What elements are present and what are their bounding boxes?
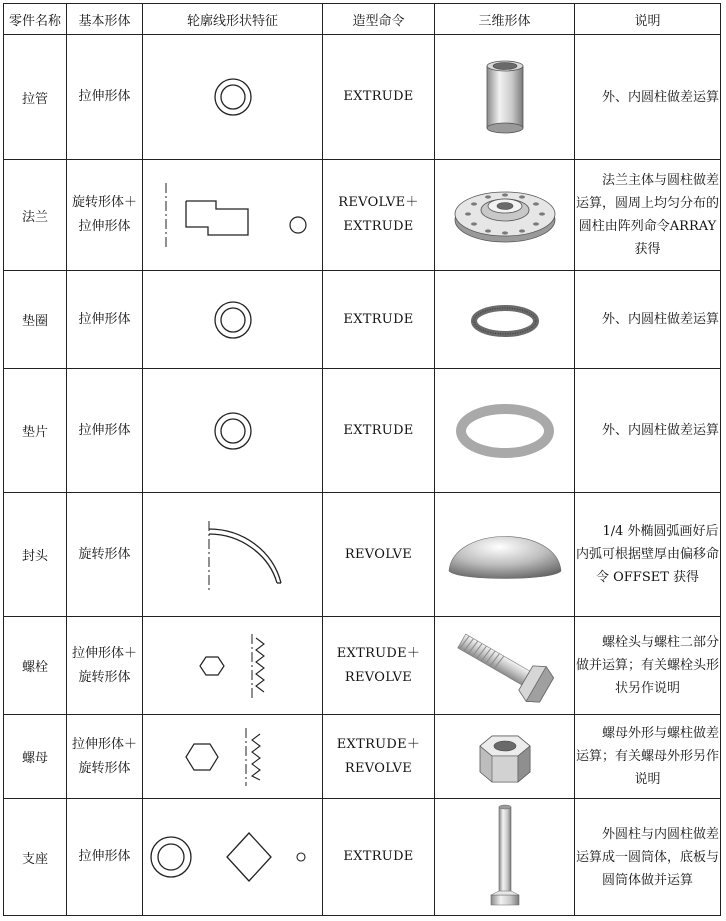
command-line: EXTRUDE — [343, 89, 414, 104]
basic-shape-line: 旋转形体 — [78, 669, 131, 685]
part-name: 垫圈 — [4, 271, 67, 369]
header-part-name: 零件名称 — [4, 4, 67, 35]
ring-profile-icon — [203, 67, 263, 127]
basic-shape — [67, 617, 143, 715]
note-text: 螺母外形与螺柱做差运算；有关螺母外形另作说明 — [575, 726, 719, 787]
3d-shape — [435, 35, 575, 160]
command — [323, 369, 435, 493]
basic-shape — [67, 271, 143, 369]
table-row — [4, 799, 721, 916]
note — [575, 617, 721, 715]
basic-shape-line: 拉伸形体 — [78, 219, 131, 234]
support-profile-icon — [145, 817, 321, 897]
note — [575, 715, 721, 799]
part-name: 拉管 — [4, 35, 67, 160]
support-3d-icon — [485, 801, 525, 913]
profile-drawing — [143, 271, 323, 369]
command — [323, 493, 435, 617]
basic-shape-line: 旋转形体 — [78, 546, 131, 562]
command-line: REVOLVE＋ — [338, 195, 419, 210]
tube-3d-icon — [465, 52, 545, 142]
command-line: EXTRUDE＋ — [336, 736, 421, 752]
basic-shape-line: 拉伸形体 — [78, 89, 131, 104]
command — [323, 35, 435, 160]
basic-shape-line: 旋转形体＋ — [71, 195, 137, 210]
3d-shape — [435, 493, 575, 617]
nut-3d-icon — [470, 722, 540, 792]
header-3d-shape: 三维形体 — [435, 4, 575, 35]
basic-shape-line: 拉伸形体 — [78, 422, 131, 438]
command-line: EXTRUDE — [343, 311, 414, 327]
header-basic-shape: 基本形体 — [67, 4, 143, 35]
head-profile-icon — [173, 515, 293, 595]
command — [323, 617, 435, 715]
3d-shape — [435, 369, 575, 493]
3d-shape — [435, 617, 575, 715]
basic-shape-line: 拉伸形体＋ — [71, 645, 137, 661]
part-name: 封头 — [4, 493, 67, 617]
dome-head-3d-icon — [443, 515, 567, 595]
table-row — [4, 715, 721, 799]
command-line: REVOLVE — [344, 760, 413, 776]
command — [323, 160, 435, 271]
command — [323, 271, 435, 369]
note-text: 外圆柱与内圆柱做差运算成一圆筒体，底板与圆筒体做并运算 — [575, 826, 719, 888]
command — [323, 715, 435, 799]
command-line: REVOLVE — [344, 669, 413, 685]
note — [575, 35, 721, 160]
3d-shape — [435, 271, 575, 369]
note-text: 外、内圆柱做差运算 — [601, 89, 719, 105]
note-text: 外、内圆柱做差运算 — [601, 312, 719, 327]
ring-profile-icon — [203, 290, 263, 350]
note — [575, 160, 721, 271]
command-line: EXTRUDE — [343, 422, 414, 438]
table-row — [4, 369, 721, 493]
parts-table — [3, 3, 721, 916]
gasket-3d-icon — [450, 401, 560, 461]
command-line: EXTRUDE — [343, 219, 414, 234]
header-command: 造型命令 — [323, 4, 435, 35]
washer-3d-icon — [460, 295, 550, 345]
note — [575, 493, 721, 617]
basic-shape — [67, 493, 143, 617]
profile-drawing — [143, 35, 323, 160]
profile-drawing — [143, 617, 323, 715]
part-name: 垫片 — [4, 369, 67, 493]
table-row — [4, 493, 721, 617]
basic-shape — [67, 35, 143, 160]
profile-drawing — [143, 369, 323, 493]
bolt-profile-icon — [148, 626, 318, 706]
part-name: 螺栓 — [4, 617, 67, 715]
table-row — [4, 617, 721, 715]
basic-shape-line: 旋转形体 — [78, 760, 131, 776]
table-row — [4, 160, 721, 271]
command — [323, 799, 435, 916]
note-text: 外、内圆柱做差运算 — [601, 423, 719, 438]
profile-drawing — [143, 493, 323, 617]
note — [575, 799, 721, 916]
header-note: 说明 — [575, 4, 721, 35]
header-row — [4, 4, 721, 35]
bolt-3d-icon — [445, 624, 565, 708]
profile-drawing — [143, 160, 323, 271]
command-line: REVOLVE — [344, 546, 413, 562]
basic-shape — [67, 160, 143, 271]
flange-3d-icon — [450, 180, 560, 250]
3d-shape — [435, 799, 575, 916]
note-text: 螺栓头与螺柱二部分做并运算；有关螺栓头形状另作说明 — [575, 635, 719, 696]
table-row — [4, 35, 721, 160]
nut-profile-icon — [148, 722, 318, 792]
basic-shape-line: 拉伸形体＋ — [71, 736, 137, 752]
note-text: 法兰主体与圆柱做差运算，圆周上均匀分布的圆柱由阵列命令ARRAY获得 — [575, 173, 719, 257]
flange-profile-icon — [148, 175, 318, 255]
basic-shape — [67, 369, 143, 493]
note-text: 1/4 外椭圆弧画好后内弧可根据壁厚由偏移命令 OFFSET 获得 — [575, 524, 719, 585]
table-row — [4, 271, 721, 369]
ring-profile-icon — [203, 401, 263, 461]
profile-drawing — [143, 799, 323, 916]
part-name: 法兰 — [4, 160, 67, 271]
profile-drawing — [143, 715, 323, 799]
basic-shape — [67, 715, 143, 799]
3d-shape — [435, 160, 575, 271]
part-name: 支座 — [4, 799, 67, 916]
command-line: EXTRUDE — [343, 849, 414, 864]
basic-shape-line: 拉伸形体 — [78, 849, 131, 864]
basic-shape — [67, 799, 143, 916]
basic-shape-line: 拉伸形体 — [78, 311, 131, 327]
note — [575, 369, 721, 493]
part-name: 螺母 — [4, 715, 67, 799]
header-profile-feature: 轮廓线形状特征 — [143, 4, 323, 35]
note — [575, 271, 721, 369]
3d-shape — [435, 715, 575, 799]
command-line: EXTRUDE＋ — [336, 645, 421, 661]
